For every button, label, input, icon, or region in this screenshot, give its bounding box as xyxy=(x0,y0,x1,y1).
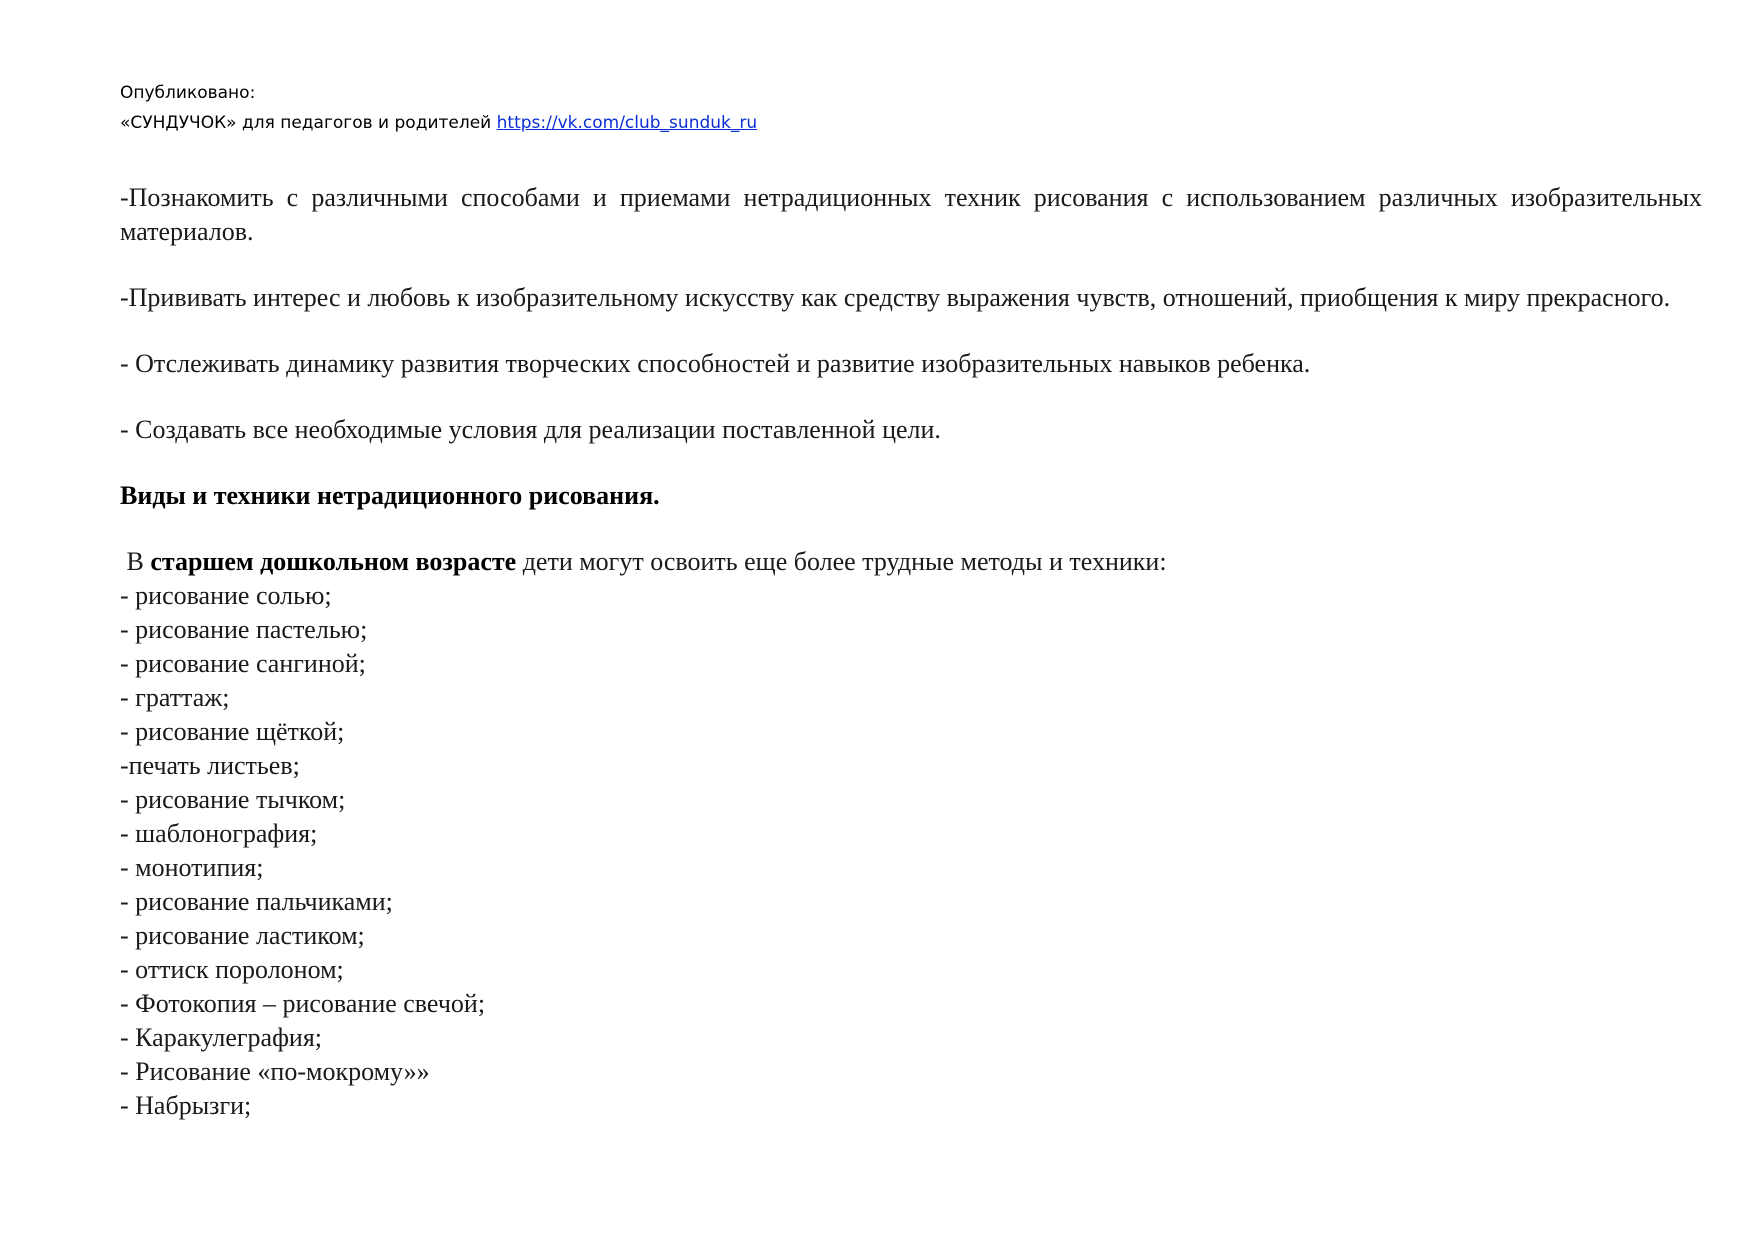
source-line xyxy=(120,108,757,138)
technique-item: -печать листьев; xyxy=(120,751,300,780)
goal-paragraph-1: -Познакомить с различными способами и приемами нетрадиционных техник рисования с использованием различных изобразительных материалов. xyxy=(120,183,1702,246)
technique-item: - рисование пальчиками; xyxy=(120,887,393,916)
intro-prefix: В xyxy=(120,547,151,576)
technique-item: - шаблонография; xyxy=(120,819,318,848)
technique-item: - рисование сангиной; xyxy=(120,649,366,678)
techniques-intro xyxy=(120,545,1702,579)
technique-item: - рисование тычком; xyxy=(120,785,346,814)
paragraph-spacer xyxy=(120,249,1702,281)
technique-item: - граттаж; xyxy=(120,683,230,712)
technique-item: - Набрызги; xyxy=(120,1091,252,1120)
intro-suffix: дети могут освоить еще более трудные методы и техники: xyxy=(516,547,1167,576)
technique-item: - рисование ластиком; xyxy=(120,921,365,950)
source-link[interactable]: https://vk.com/club_sunduk_ru xyxy=(496,113,758,133)
section-heading-text: Виды и техники нетрадиционного рисования xyxy=(120,481,654,510)
technique-item: - монотипия; xyxy=(120,853,264,882)
publication-header xyxy=(120,78,757,138)
technique-item: - Рисование «по-мокрому»» xyxy=(120,1057,430,1086)
goal-paragraph-3: - Отслеживать динамику развития творческих способностей и развитие изобразительных навыков ребенка. xyxy=(120,349,1311,378)
section-heading xyxy=(120,479,1702,513)
technique-item: - рисование пастелью; xyxy=(120,615,368,644)
technique-item: - Фотокопия – рисование свечой; xyxy=(120,989,486,1018)
goal-paragraph-4: - Создавать все необходимые условия для реализации поставленной цели. xyxy=(120,415,941,444)
technique-item: - оттиск поролоном; xyxy=(120,955,344,984)
paragraph-spacer xyxy=(120,447,1702,479)
technique-item: - рисование солью; xyxy=(120,581,332,610)
paragraph-spacer xyxy=(120,513,1702,545)
intro-bold: старшем дошкольном возрасте xyxy=(150,547,517,576)
section-heading-dot: . xyxy=(653,481,660,510)
source-text: «СУНДУЧОК» для педагогов и родителей xyxy=(120,113,497,133)
paragraph-spacer xyxy=(120,315,1702,347)
document-body xyxy=(120,181,1702,1123)
technique-item: - Каракулеграфия; xyxy=(120,1023,323,1052)
goal-paragraph-2: -Прививать интерес и любовь к изобразительному искусству как средству выражения чувств, отношений, приобщения к миру прекрасного. xyxy=(120,283,1671,312)
paragraph-spacer xyxy=(120,381,1702,413)
technique-item: - рисование щёткой; xyxy=(120,717,345,746)
published-label: Опубликовано: xyxy=(120,83,256,103)
